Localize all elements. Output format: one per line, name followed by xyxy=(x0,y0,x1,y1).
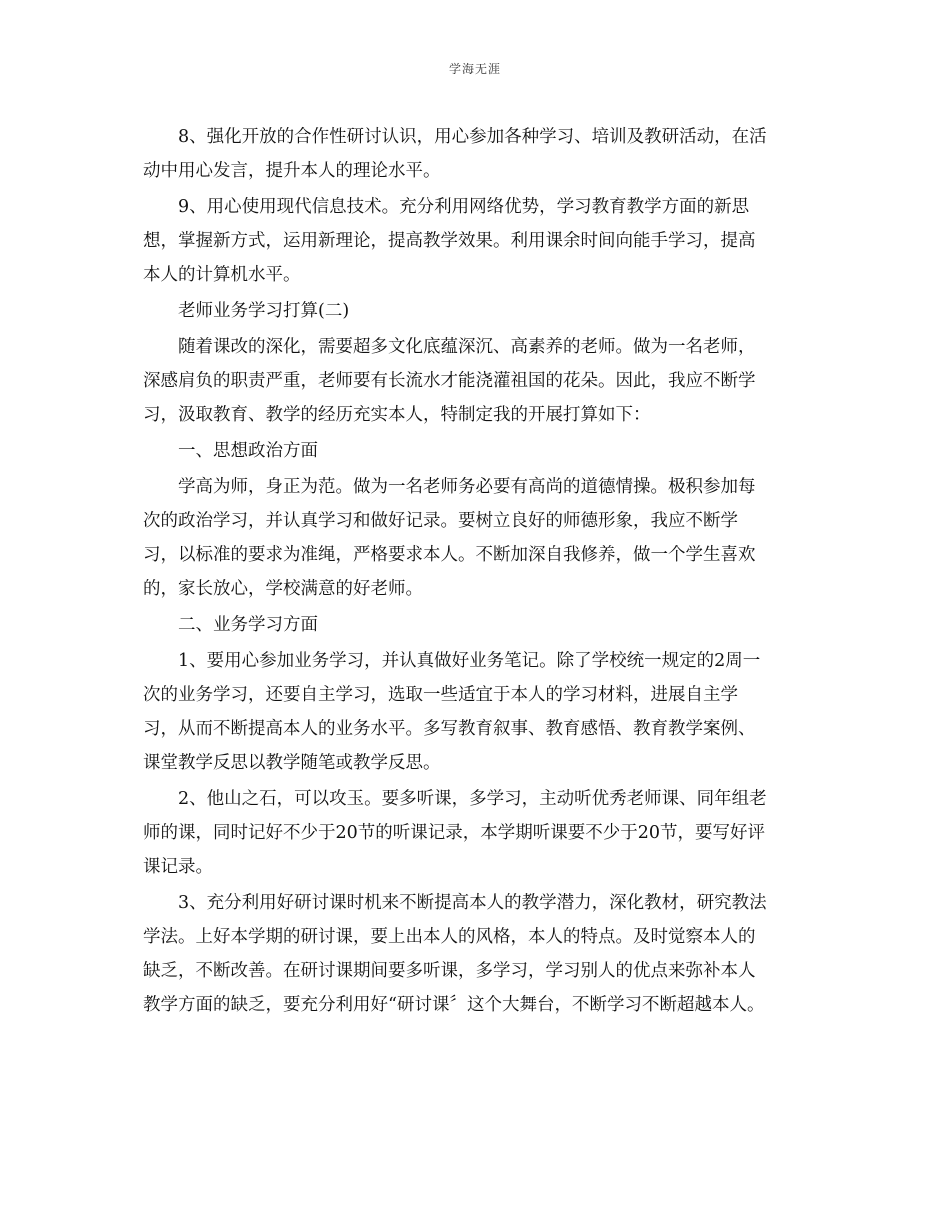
business-item-3 xyxy=(143,886,807,1022)
page-header: 学海无涯 xyxy=(448,62,501,76)
text-line: 次的业务学习，还要自主学习，选取一些适宜于本人的学习材料，进展自主学 xyxy=(143,685,738,705)
text-line: 习，以标准的要求为准绳，严格要求本人。不断加深自我修养，做一个学生喜欢 xyxy=(143,545,756,565)
text-line: 想，掌握新方式，运用新理论，提高教学效果。利用课余时间向能手学习，提高 xyxy=(143,231,756,251)
text-line: 一、思想政治方面 xyxy=(178,441,318,461)
text-line: 的，家长放心，学校满意的好老师。 xyxy=(143,579,423,599)
text-line: 师的课，同时记好不少于20节的听课记录，本学期听课要不少于20节，要写好评 xyxy=(143,823,766,843)
business-item-1 xyxy=(143,644,807,780)
text-line: 9、用心使用现代信息技术。充分利用网络优势，学习教育教学方面的新思 xyxy=(178,197,750,217)
business-item-2 xyxy=(143,782,807,884)
text-line: 缺乏，不断改善。在研讨课期间要多听课，多学习，学习别人的优点来弥补本人 xyxy=(143,961,756,981)
heading-business xyxy=(143,608,807,642)
text-line: 动中用心发言，提升本人的理论水平。 xyxy=(143,161,441,181)
text-line: 次的政治学习，并认真学习和做好记录。要树立良好的师德形象，我应不断学 xyxy=(143,511,738,531)
text-line: 深感肩负的职责严重，老师要有长流水才能浇灌祖国的花朵。因此，我应不断学 xyxy=(143,371,756,391)
intro-paragraph xyxy=(143,330,807,432)
text-line: 8、强化开放的合作性研讨认识，用心参加各种学习、培训及教研活动，在活 xyxy=(178,127,767,147)
paragraph-item-9 xyxy=(143,190,807,292)
section-title xyxy=(143,294,807,328)
political-paragraph xyxy=(143,470,807,606)
text-line: 1、要用心参加业务学习，并认真做好业务笔记。除了学校统一规定的2周一 xyxy=(178,651,761,671)
heading-political xyxy=(143,434,807,468)
text-line: 课堂教学反思以教学随笔或教学反思。 xyxy=(143,753,441,773)
document-body xyxy=(143,120,807,1022)
text-line: 教学方面的缺乏，要充分利用好“研讨课〞这个大舞台，不断学习不断超越本人。 xyxy=(143,995,765,1015)
paragraph-item-8 xyxy=(143,120,807,188)
text-line: 学法。上好本学期的研讨课，要上出本人的风格，本人的特点。及时觉察本人的 xyxy=(143,927,756,947)
text-line: 2、他山之石，可以攻玉。要多听课，多学习，主动听优秀老师课、同年组老 xyxy=(178,789,767,809)
text-line: 习，从而不断提高本人的业务水平。多写教育叙事、教育感悟、教育教学案例、 xyxy=(143,719,756,739)
text-line: 随着课改的深化，需要超多文化底蕴深沉、高素养的老师。做为一名老师， xyxy=(178,337,756,357)
text-line: 课记录。 xyxy=(143,857,213,877)
text-line: 3、充分利用好研讨课时机来不断提高本人的教学潜力，深化教材，研究教法 xyxy=(178,893,767,913)
text-line: 老师业务学习打算(二) xyxy=(178,301,350,321)
text-line: 本人的计算机水平。 xyxy=(143,265,301,285)
text-line: 学高为师，身正为范。做为一名老师务必要有高尚的道德情操。极积参加每 xyxy=(178,477,756,497)
text-line: 习，汲取教育、教学的经历充实本人，特制定我的开展打算如下： xyxy=(143,405,651,425)
text-line: 二、业务学习方面 xyxy=(178,615,318,635)
